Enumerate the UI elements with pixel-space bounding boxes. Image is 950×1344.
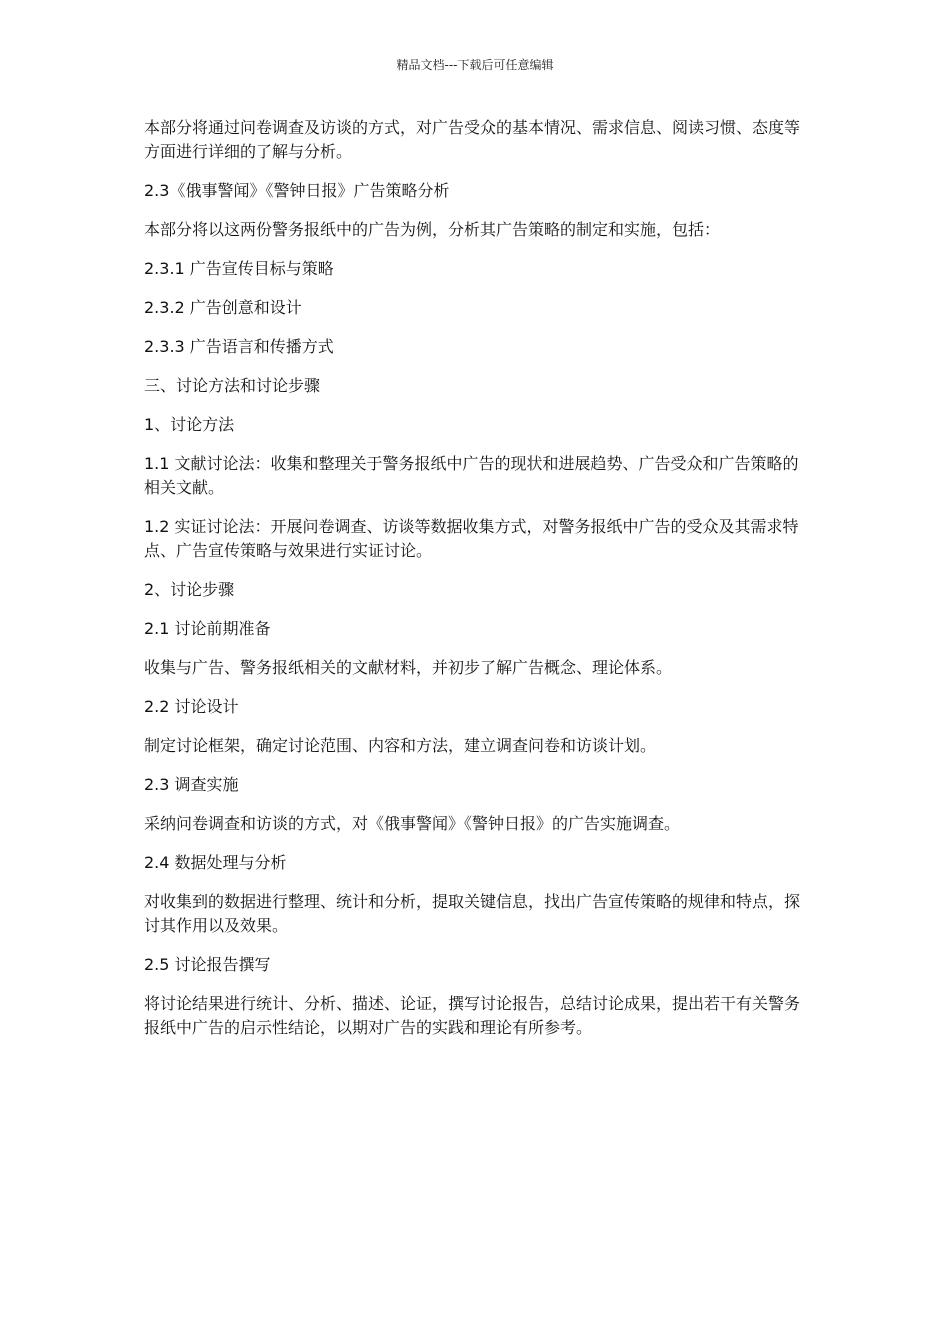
subsection-heading: 2.3.2 广告创意和设计 bbox=[144, 298, 302, 317]
subsection-heading: 2.3 调查实施 bbox=[144, 775, 239, 794]
paragraph: 将讨论结果进行统计、分析、描述、论证，撰写讨论报告，总结讨论成果，提出若干有关警务报纸中广告的启示性结论，以期对广告的实践和理论有所参考。 bbox=[144, 994, 801, 1037]
section-heading: 2、讨论步骤 bbox=[144, 580, 235, 599]
document-body bbox=[144, 116, 806, 1055]
paragraph: 1.1 文献讨论法：收集和整理关于警务报纸中广告的现状和进展趋势、广告受众和广告策略的相关文献。 bbox=[144, 454, 799, 497]
subsection-heading: 2.5 讨论报告撰写 bbox=[144, 955, 271, 974]
paragraph: 采纳问卷调查和访谈的方式，对《俄事警闻》《警钟日报》的广告实施调查。 bbox=[144, 814, 681, 833]
paragraph: 对收集到的数据进行整理、统计和分析，提取关键信息，找出广告宣传策略的规律和特点，探讨其作用以及效果。 bbox=[144, 892, 801, 935]
paragraph: 1.2 实证讨论法：开展问卷调查、访谈等数据收集方式，对警务报纸中广告的受众及其需求特点、广告宣传策略与效果进行实证讨论。 bbox=[144, 517, 799, 560]
page-header: 精品文档---下载后可任意编辑 bbox=[396, 58, 554, 72]
section-heading: 2.3《俄事警闻》《警钟日报》广告策略分析 bbox=[144, 181, 450, 200]
paragraph: 制定讨论框架，确定讨论范围、内容和方法，建立调查问卷和访谈计划。 bbox=[144, 736, 657, 755]
subsection-heading: 2.1 讨论前期准备 bbox=[144, 619, 271, 638]
subsection-heading: 2.4 数据处理与分析 bbox=[144, 853, 287, 872]
chapter-heading: 三、讨论方法和讨论步骤 bbox=[144, 376, 321, 395]
paragraph: 本部分将通过问卷调查及访谈的方式，对广告受众的基本情况、需求信息、阅读习惯、态度等方面进行详细的了解与分析。 bbox=[144, 118, 801, 161]
paragraph: 收集与广告、警务报纸相关的文献材料，并初步了解广告概念、理论体系。 bbox=[144, 658, 673, 677]
subsection-heading: 2.3.1 广告宣传目标与策略 bbox=[144, 259, 334, 278]
section-heading: 1、讨论方法 bbox=[144, 415, 235, 434]
subsection-heading: 2.2 讨论设计 bbox=[144, 697, 239, 716]
paragraph: 本部分将以这两份警务报纸中的广告为例，分析其广告策略的制定和实施，包括： bbox=[144, 220, 721, 239]
subsection-heading: 2.3.3 广告语言和传播方式 bbox=[144, 337, 334, 356]
